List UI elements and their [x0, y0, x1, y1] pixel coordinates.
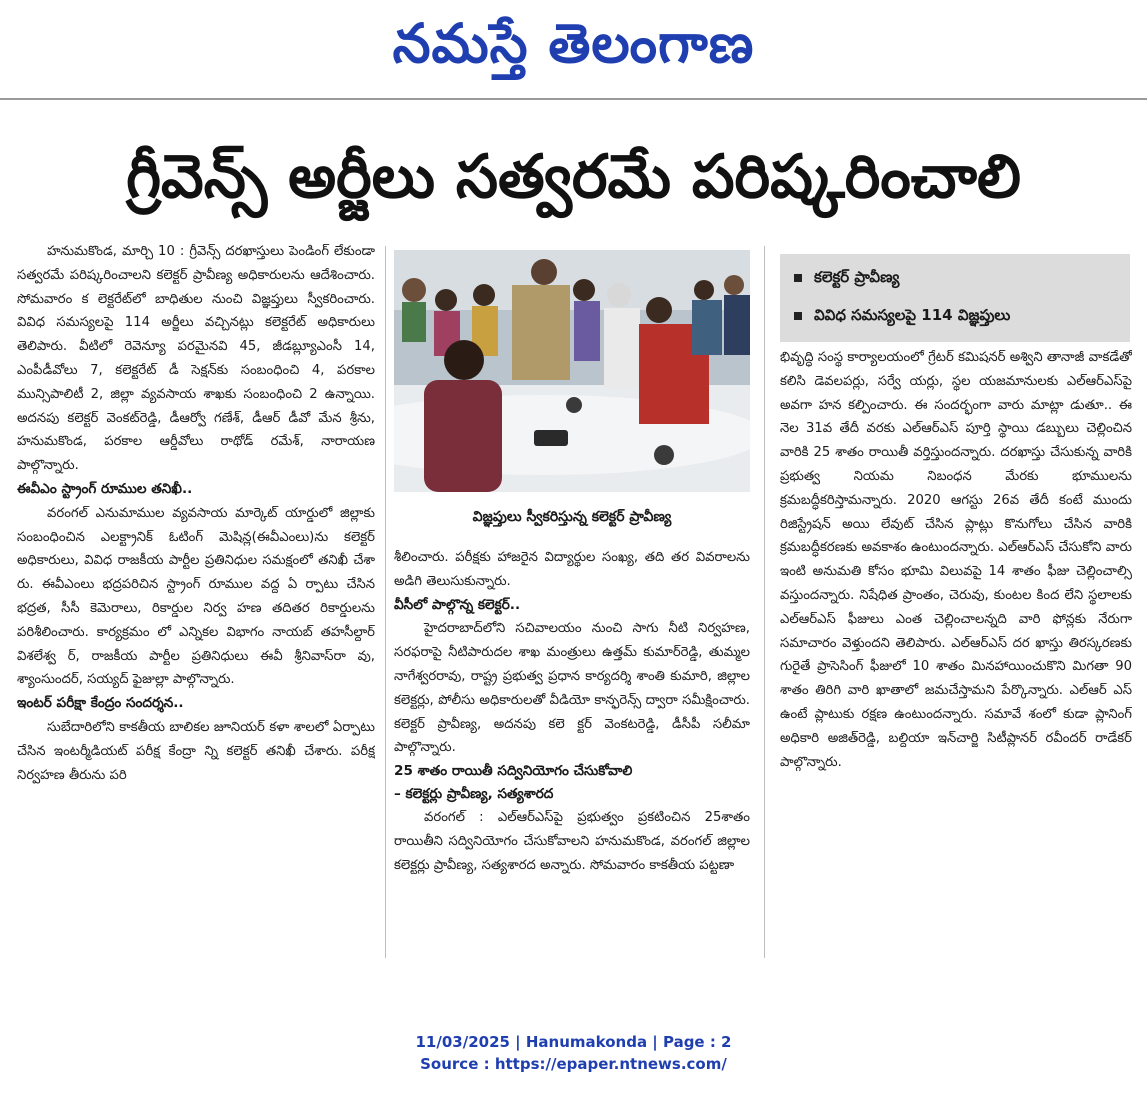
photo-caption: విజ్ఞప్తులు స్వీకరిస్తున్న కలెక్టర్ ప్రావీణ్య: [472, 509, 672, 525]
article-paragraph: వరంగల్ ఎనుమాముల వ్యవసాయ మార్కెట్ యార్డులో జిల్లాకు సంబంధించిన ఎలక్ట్రానిక్ ఓటింగ్ మెషిన్ల(ఈవీఎంలు)ను కలెక్టర్ అధికారులు, వివిధ రాజకీయ పార్టీల ప్రతినిధుల సమక్షంలో తనిఖీ చేశా రు. ఈవీఎంలు భద్రపరిచిన స్ట్రాంగ్ రూముల వద్ద ఏ ర్పాటు చేసిన భద్రత, సీసీ కెమెరాలు, రికార్డుల నిర్వ హణ తదితర రికార్డులను పరిశీలించారు. కార్యక్రమం లో ఎన్నికల విభాగం నాయబ్ తహసీల్దార్ విశలేశ్వ ర్, రాజకీయ పార్టీల ప్రతినిధులు ఈవీ శ్రీనివాస్‌రా వు, శ్యాంసుందర్, సయ్యద్ ఫైజుల్లా పాల్గొన్నారు.: [17, 505, 375, 688]
article-column-1: [17, 240, 375, 958]
article-column-2: [394, 546, 750, 958]
section-subheading: ఈవీఎం స్ట్రాంగ్ రూముల తనిఖీ..: [17, 480, 193, 497]
highlight-item: కలెక్టర్ ప్రావీణ్య: [794, 262, 899, 292]
sub-story-heading: 25 శాతం రాయితీ సద్వినియోగం చేసుకోవాలి: [394, 763, 633, 780]
article-headline: గ్రీవెన్స్ అర్జీలు సత్వరమే పరిష్కరించాలి: [126, 142, 1021, 212]
article-paragraph: వరంగల్ : ఎల్‌ఆర్‌ఎస్‌పై ప్రభుత్వం ప్రకటించిన 25శాతం రాయితీని సద్వినియోగం చేసుకోవాలని హనుమకొండ, వరంగల్ జిల్లాల కలెక్టర్లు ప్రావీణ్య, సత్యశారద అన్నారు. సోమవారం కాకతీయ పట్టణా: [394, 810, 750, 873]
highlight-item: వివిధ సమస్యలపై 114 విజ్ఞప్తులు: [794, 300, 1010, 330]
article-paragraph: శీలించారు. పరీక్షకు హాజరైన విద్యార్థుల సంఖ్య, తది తర వివరాలను అడిగి తెలుసుకున్నారు.: [394, 550, 750, 589]
news-photo: [394, 250, 750, 492]
newspaper-logo: నమస్తే తెలంగాణ: [392, 11, 755, 75]
square-bullet-icon: [794, 312, 802, 320]
article-paragraph: హనుమకొండ, మార్చి 10 : గ్రీవెన్స్ దరఖాస్తులు పెండింగ్ లేకుండా సత్వరమే పరిష్కరించాలని కలెక్టర్ ప్రావీణ్య అధికారులను ఆదేశించారు. సోమవారం క లెక్టరేట్‌లో బాధితుల నుంచి విజ్ఞప్తులు స్వీకరించారు. వివిధ సమస్యలపై 114 అర్జీలు వచ్చినట్లు కలెక్టరేట్ అధికారులు తెలిపారు. వీటిలో రెవెన్యూ పరమైనవి 45, జీడబ్ల్యూఎంసీ 14, ఎంపీడీవోలు 7, కలెక్టరేట్ డీ సెక్షన్‌కు సంబంధించి 4, పరకాల మున్సిపాలిటీ 2, జిల్లా వ్యవసాయ శాఖకు సంబంధించి 2 ఉన్నాయి. అదనపు కలెక్టర్ వెంకట్‌రెడ్డి, డీఆర్వో గణేశ్, డీఆర్ డీవో మేన శ్రీను, హనుమకొండ, పరకాల ఆర్డీవోలు రాథోడ్ రమేశ్, నారాయణ పాల్గొన్నారు.: [17, 244, 375, 474]
photo-illustration: [394, 250, 750, 492]
sub-story-byline: – కలెక్టర్లు ప్రావీణ్య, సత్యశారద: [394, 786, 554, 803]
square-bullet-icon: [794, 274, 802, 282]
source-info: Source : https://epaper.ntnews.com/: [420, 1055, 727, 1073]
column-divider: [764, 246, 765, 958]
article-column-3: [780, 346, 1132, 976]
article-paragraph: భివృద్ధి సంస్థ కార్యాలయంలో గ్రేటర్ కమిషనర్ అశ్విని తానాజీ వాకడేతో కలిసి డెవలపర్లు, సర్వే యర్లు, స్థల యజమానులకు ఎల్‌ఆర్‌ఎస్‌పై అవగా హన కల్పించారు. ఈ సందర్భంగా వారు మాట్లా డుతూ.. ఈ నెల 31వ తేదీ వరకు ఎల్‌ఆర్‌ఎస్ పూర్తి స్థాయి డబ్బులు చెల్లించిన వారికి 25 శాతం రాయితీ వర్తిస్తుందన్నారు. దరఖాస్తు చేసుకున్న వారికి ప్రభుత్వ నియమ నిబంధన మేరకు భూములను క్రమబద్ధీకరిస్తామన్నారు. 2020 ఆగస్టు 26వ తేదీ కంటే ముందు రిజిస్ట్రేషన్ అయి లేవుట్ చేసిన ప్లాట్లు కొనుగోలు చేసిన వారికి క్రమబద్ధీకరణకు అవకాశం ఉంటుందన్నారు. ఎల్‌ఆర్‌ఎస్ చేసుకోని వారు ఇంటి అనుమతి కోసం భూమి విలువపై 14 శాతం ఫీజు చెల్లించాల్సి వస్తుందన్నారు. నిషేధిత ప్రాంతం, చెరువు, కుంటల కింద లేని స్థలాలకు ఎల్‌ఆర్‌ఎస్ ఫీజులు ఎంత చెల్లించాలన్నది వారి ఫోన్లకు నేరుగా సమాచారం వెళ్తుందని తెలిపారు. ఎల్‌ఆర్‌ఎస్ దర ఖాస్తు తిరస్కరణకు గురైతే ప్రాసెసింగ్ ఫీజులో 10 శాతం మినహాయించుకొని మిగతా 90 శాతం తిరిగి వారి ఖాతాలో జమచేస్తామని పేర్కొన్నారు. ఎల్‌ఆర్ ఎస్ ఉంటే ప్లాటుకు రక్షణ ఉంటుందన్నారు. సమావే శంలో కుడా ప్లానింగ్ అధికారి అజిత్‌రెడ్డి, బల్దియా ఇన్‌చార్జి సిటీప్లానర్ రవీందర్ రాడేకర్ పాల్గొన్నారు.: [780, 350, 1132, 770]
article-paragraph: సుబేదారిలోని కాకతీయ బాలికల జూనియర్ కళా శాలలో ఏర్పాటు చేసిన ఇంటర్మీడియట్ పరీక్ష కేంద్రా న్ని కలెక్టర్ తనిఖీ చేశారు. పరీక్ష నిర్వహణ తీరును పరి: [17, 719, 375, 783]
masthead-divider: [0, 98, 1147, 100]
column-divider: [385, 246, 386, 958]
edition-info: 11/03/2025 | Hanumakonda | Page : 2: [415, 1033, 732, 1051]
masthead: [0, 0, 1147, 92]
article-paragraph: హైదరాబాద్‌లోని సచివాలయం నుంచి సాగు నీటి నిర్వహణ, సరఫరాపై నీటిపారుదల శాఖ మంత్రులు ఉత్తమ్ కుమార్‌రెడ్డి, తుమ్మల నాగేశ్వరరావు, రాష్ట్ర ప్రభుత్వ ప్రధాన కార్యదర్శి శాంతి కుమారి, జిల్లాల కలెక్టర్లు, పోలీసు అధికారులతో వీడియో కాన్ఫరెన్స్ ద్వారా సమీక్షించారు. కలెక్టర్ ప్రావీణ్య, అదనపు కలె క్టర్ వెంకటరెడ్డి, డీసీపీ సలీమా పాల్గొన్నారు.: [394, 621, 750, 756]
highlights-box: [780, 254, 1130, 342]
section-subheading: వీసీలో పాల్గొన్న కలెక్టర్..: [394, 596, 521, 613]
section-subheading: ఇంటర్ పరీక్షా కేంద్రం సందర్శన..: [17, 695, 184, 712]
